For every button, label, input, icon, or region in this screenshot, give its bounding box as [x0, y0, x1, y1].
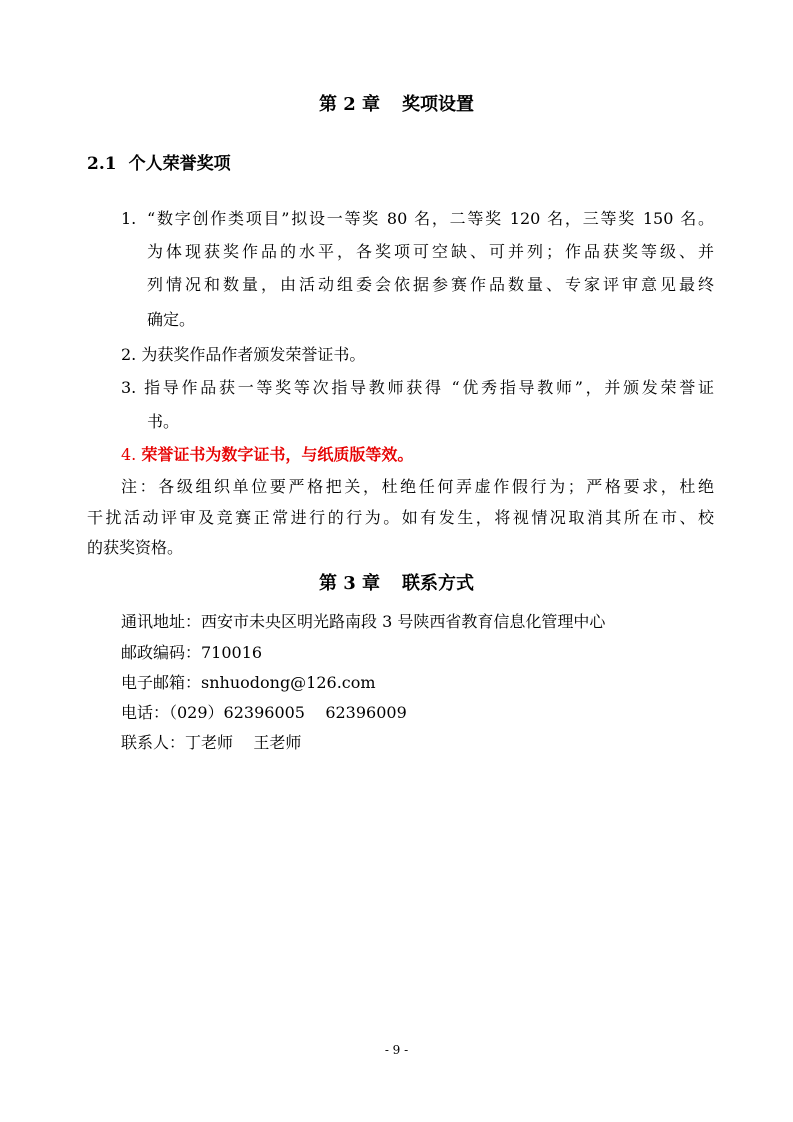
item-4: [121, 444, 413, 466]
contact-address: 通讯地址：西安市未央区明光路南段 3 号陕西省教育信息化管理中心: [121, 612, 606, 631]
note-line-2: 干扰活动评审及竞赛正常进行的行为。如有发生，将视情况取消其所在市、校: [87, 508, 714, 527]
page-number: - 9 -: [384, 1043, 409, 1057]
chapter-2-number: 第 2 章: [318, 94, 381, 115]
note-line-3: 的获奖资格。: [87, 538, 184, 557]
section-2-1-number: 2.1: [87, 154, 117, 174]
item-3-line-1: 3. 指导作品获一等奖等次指导教师获得 “优秀指导教师”，并颁发荣誉证: [121, 378, 714, 397]
item-4-prefix: 4.: [121, 445, 137, 464]
chapter-2-heading: [0, 93, 793, 117]
contact-person: 联系人：丁老师 王老师: [121, 733, 302, 752]
item-1-prefix: 1.: [121, 209, 137, 228]
item-1-line-2: 为体现获奖作品的水平，各奖项可空缺、可并列；作品获奖等级、并: [147, 242, 714, 261]
contact-email: 电子邮箱：snhuodong@126.com: [121, 673, 376, 692]
section-2-1-title: 个人荣誉奖项: [128, 154, 231, 174]
chapter-3-title: 联系方式: [402, 573, 475, 594]
item-1-line-1: “数字创作类项目”拟设一等奖 80 名，二等奖 120 名，三等奖 150 名。: [147, 209, 714, 228]
item-2: 2. 为获奖作品作者颁发荣誉证书。: [121, 345, 366, 364]
item-1-line-4: 确定。: [147, 310, 196, 329]
contact-postcode: 邮政编码：710016: [121, 643, 263, 662]
note-line-1: 注：各级组织单位要严格把关，杜绝任何弄虚作假行为；严格要求，杜绝: [121, 477, 714, 496]
item-3-line-2: 书。: [147, 412, 180, 431]
item-4-text: 荣誉证书为数字证书，与纸质版等效。: [141, 445, 414, 464]
item-1-line-3: 列情况和数量，由活动组委会依据参赛作品数量、专家评审意见最终: [147, 275, 714, 294]
chapter-3-heading: [0, 572, 793, 596]
chapter-2-title: 奖项设置: [402, 94, 475, 115]
contact-phone: 电话：（029）62396005 62396009: [121, 703, 407, 722]
section-2-1-heading: [87, 152, 231, 176]
chapter-3-number: 第 3 章: [318, 573, 381, 594]
